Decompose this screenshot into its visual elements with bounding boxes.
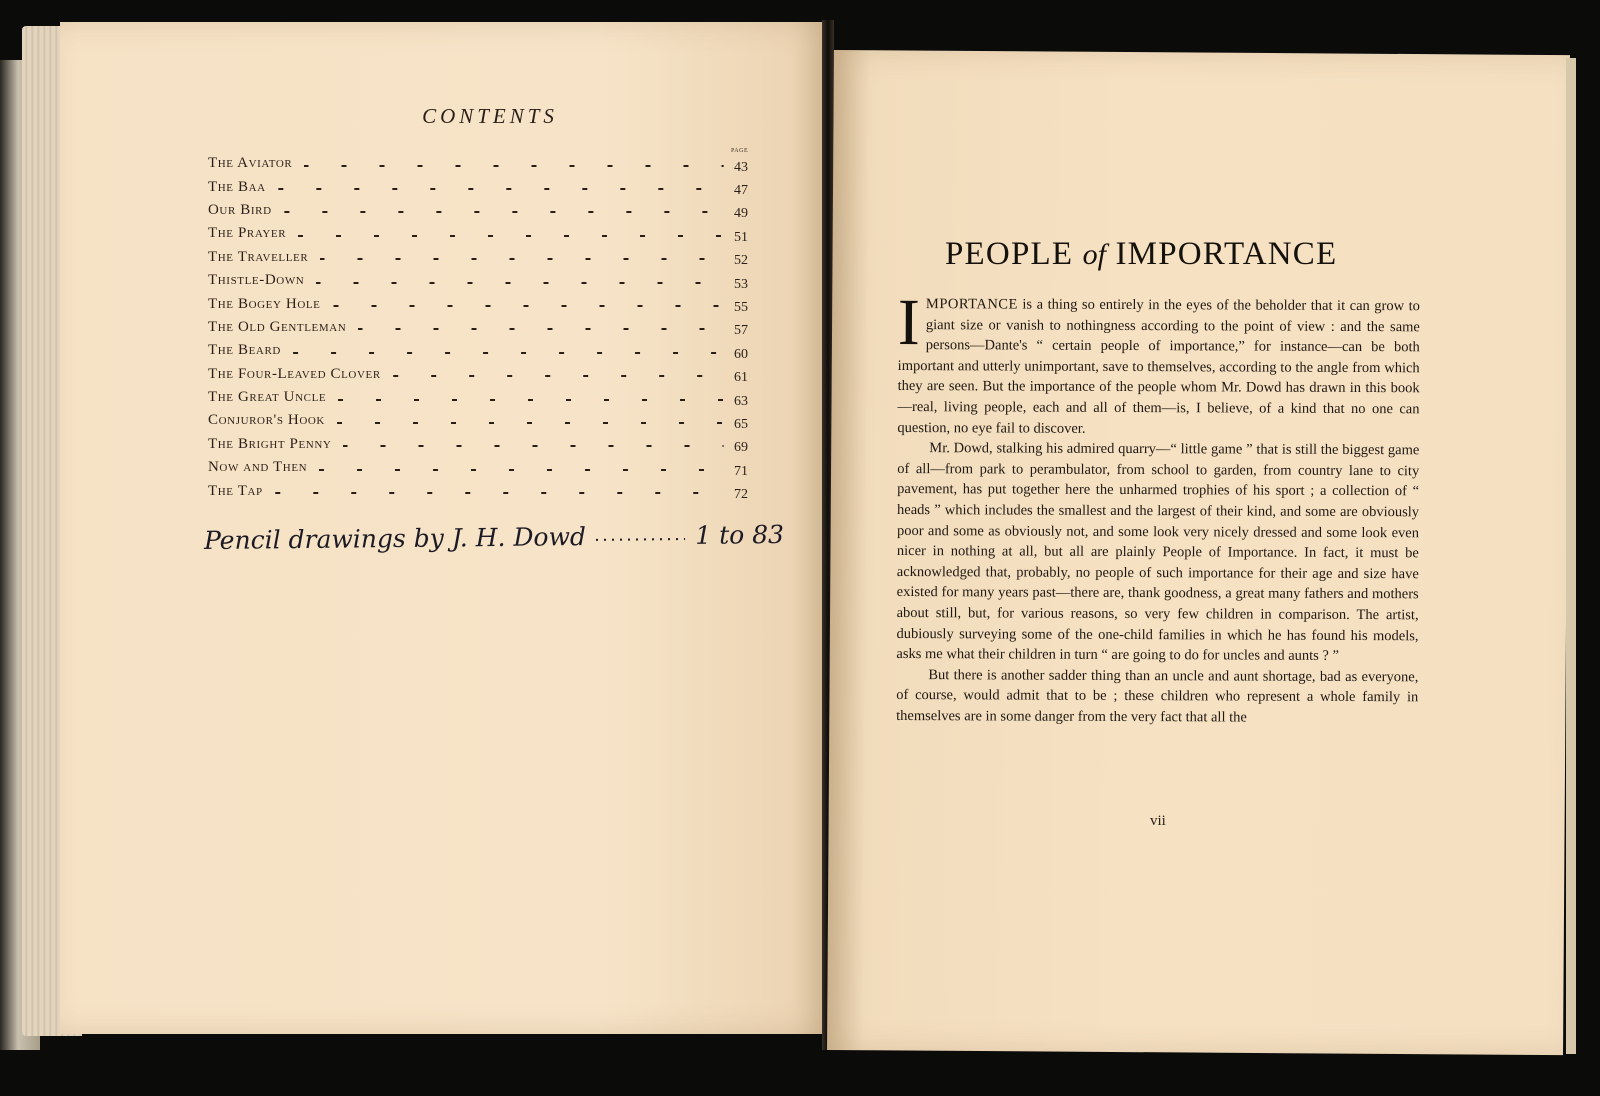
toc-entry-page: 57 — [734, 323, 748, 339]
toc-entry — [208, 246, 768, 269]
toc-entry-page: 43 — [734, 159, 748, 175]
toc-entry — [208, 152, 768, 175]
table-of-contents — [208, 152, 768, 503]
toc-entry-title: The Four-Leaved Clover — [208, 365, 381, 382]
toc-leader — [278, 188, 724, 190]
toc-entry-page: 51 — [734, 229, 748, 245]
paragraph-text: is a thing so entirely in the eyes of the beholder that it can grow to giant size or vanish to nothingness according to the point of view : and the same persons—Dante's “ certain people of importance,” for instance—can be both important and utterly unimportant, save to themselves, according to the angle from which they are seen. But the importance of the people whom Mr. Dowd has drawn in this book—real, living people, each and all of them—is, I believe, of a kind that no one can question, no eye fail to discover. — [897, 296, 1420, 437]
pencil-inscription-text: Pencil drawings by J. H. Dowd — [203, 522, 587, 556]
toc-leader — [275, 492, 724, 494]
toc-leader — [298, 235, 724, 237]
toc-leader — [284, 211, 724, 213]
toc-entry — [208, 222, 768, 245]
lead-in-caps: MPORTANCE — [925, 296, 1018, 313]
pencil-dot-leader — [596, 538, 685, 541]
toc-entry-title: The Tap — [208, 482, 263, 499]
toc-leader — [316, 282, 724, 284]
toc-entry-page: 61 — [734, 370, 748, 386]
toc-entry-title: The Baa — [208, 178, 266, 195]
toc-entry — [208, 433, 768, 456]
toc-entry — [208, 479, 768, 502]
toc-entry — [208, 269, 768, 292]
toc-entry-page: 60 — [734, 346, 748, 362]
article-paragraph — [897, 286, 1420, 440]
drop-cap: I — [897, 286, 921, 360]
toc-leader — [343, 445, 724, 447]
toc-leader — [393, 375, 724, 377]
toc-leader — [320, 258, 724, 260]
title-importance: IMPORTANCE — [1115, 236, 1338, 272]
toc-entry-title: The Prayer — [208, 225, 287, 242]
pencil-inscription — [204, 520, 784, 555]
toc-entry — [208, 292, 768, 315]
toc-entry-title: The Bogey Hole — [208, 295, 321, 312]
right-page-edge — [1566, 58, 1576, 1054]
toc-leader — [304, 165, 724, 167]
article-paragraph: Mr. Dowd, stalking his admired quarry—“ little game ” that is still the biggest game of all—from park to perambulator, from school to garden, from country lane to city pavement, has put together here the unharmed trophies of his sport ; a collection of “ heads ” which includes the smallest and the largest of their kind, and some are obviously poor and some as obviously not, and some look very nicely dressed and some look even nicer in nothing at all, but all are plainly People of Importance. In fact, it must be acknowledged that, probably, no people of such importance for their age and size have existed for many years past—there are, thank goodness, a great many fathers and mothers about still, but, for various reasons, so very few children in comparison. The artist, dubiously surveying some of the one-child families in which he has found his models, asks me what their children in turn “ are going to do for uncles and aunts ? ” — [896, 440, 1420, 665]
page-number: vii — [1150, 813, 1166, 829]
article-title — [945, 236, 1365, 273]
toc-leader — [338, 399, 724, 401]
toc-entry-title: Now and Then — [208, 459, 308, 476]
article-paragraph: But there is another sadder thing than an uncle and aunt shortage, bad as everyone, of course, would admit that to be ; these children who represent a whole family in themselves are in some danger from the very fact that all the — [896, 666, 1419, 726]
page-column-label: PAGE — [731, 148, 749, 154]
toc-entry-title: The Traveller — [208, 248, 309, 265]
title-of: of — [1082, 238, 1107, 271]
toc-leader — [319, 469, 724, 471]
toc-entry — [208, 199, 768, 222]
toc-entry-page: 65 — [734, 416, 748, 432]
toc-entry — [208, 316, 768, 339]
toc-entry-title: Thistle-Down — [208, 272, 305, 289]
toc-entry-page: 71 — [734, 463, 748, 479]
toc-entry-page: 72 — [734, 487, 748, 503]
toc-entry-title: The Great Uncle — [208, 389, 327, 406]
title-people: PEOPLE — [945, 236, 1074, 272]
toc-entry — [208, 456, 768, 479]
toc-entry-page: 63 — [734, 393, 748, 409]
toc-entry-title: The Old Gentleman — [208, 318, 347, 335]
toc-leader — [333, 305, 725, 307]
toc-entry-page: 55 — [734, 300, 748, 316]
toc-leader — [293, 352, 724, 354]
toc-entry-page: 52 — [734, 253, 748, 269]
toc-entry-title: The Beard — [208, 342, 281, 359]
toc-entry — [208, 409, 768, 432]
contents-title: CONTENTS — [422, 104, 558, 128]
toc-entry-page: 47 — [734, 183, 748, 199]
toc-entry-title: Conjuror's Hook — [208, 412, 325, 429]
toc-leader — [337, 422, 724, 424]
toc-entry — [208, 386, 768, 409]
toc-entry-page: 53 — [734, 276, 748, 292]
toc-entry-page: 69 — [734, 440, 748, 456]
toc-entry-title: The Aviator — [208, 155, 293, 172]
toc-entry — [208, 339, 768, 362]
pencil-inscription-range: 1 to 83 — [695, 519, 785, 550]
toc-entry-title: Our Bird — [208, 201, 272, 218]
article-body — [896, 286, 1420, 729]
toc-entry-title: The Bright Penny — [208, 435, 332, 452]
toc-leader — [358, 328, 724, 330]
toc-entry-page: 49 — [734, 206, 748, 222]
toc-entry — [208, 175, 768, 198]
toc-entry — [208, 363, 768, 386]
